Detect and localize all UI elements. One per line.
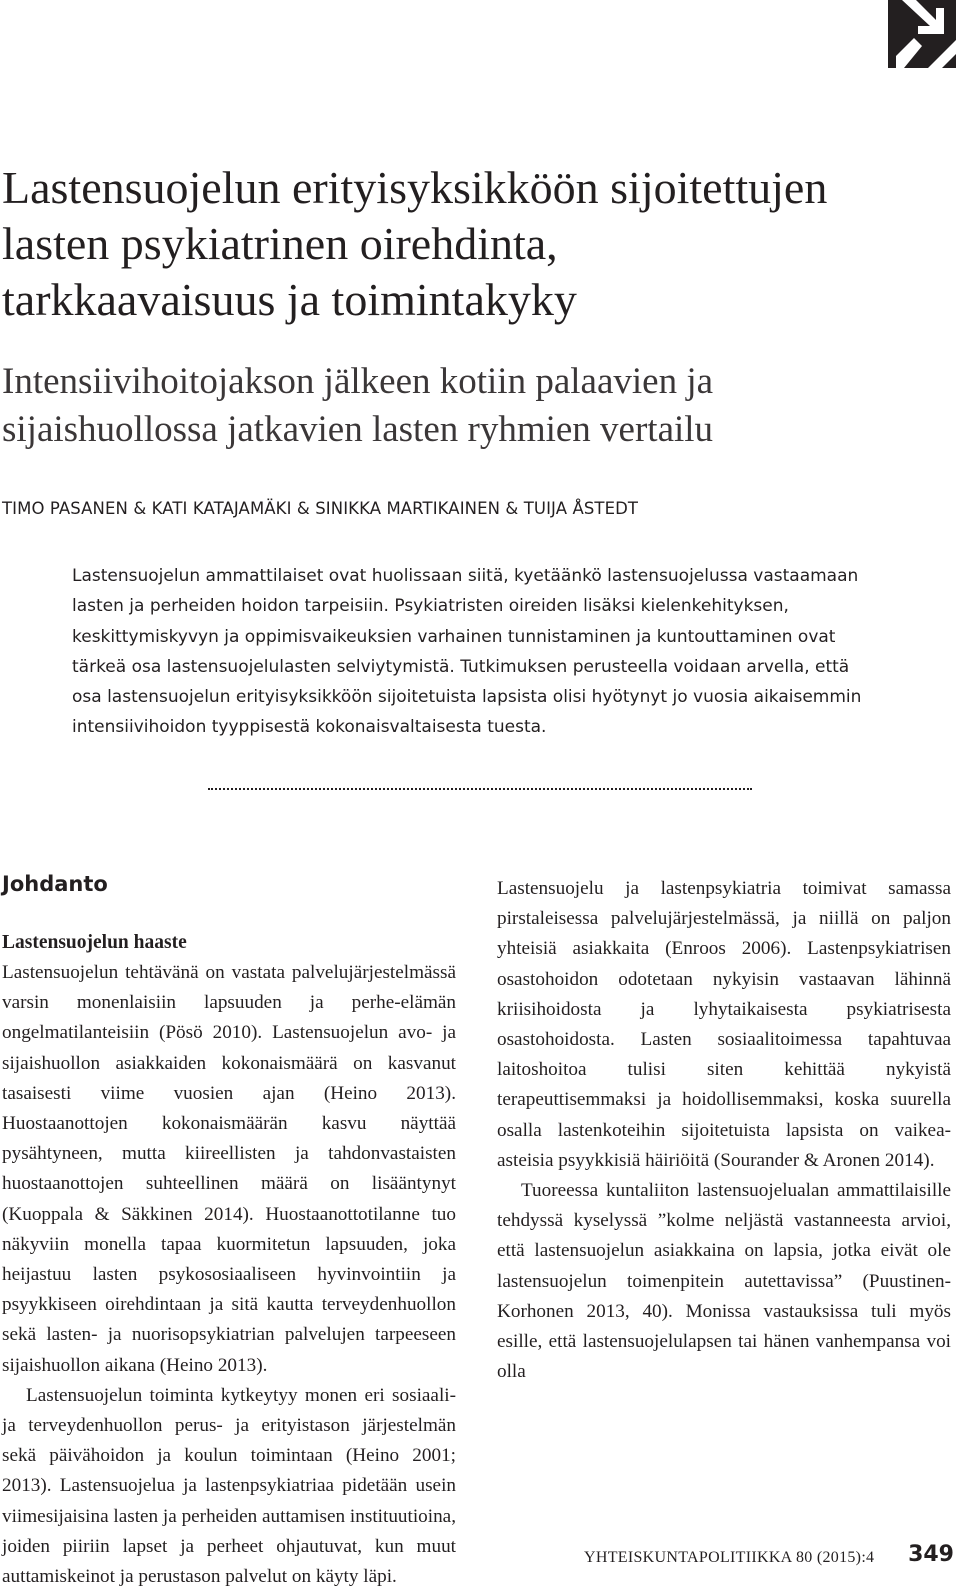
subsection-heading: Lastensuojelun haaste [2,932,187,953]
article-title [2,160,952,328]
page-number: 349 [908,1542,954,1567]
title-line: Lastensuojelun erityisyksikköön sijoitettujen [2,162,828,213]
body-paragraph: Lastensuojelun tehtävänä on vastata palvelujärjestelmässä varsin monenlaisiin lapsuuden ja perhe-elämän ongelmatilanteisiin (Pösö 2010). Lastensuojelun avo- ja sijaishuollon asiakkaiden kokonaismäärä on kasvanut tasaisesti viime vuosien ajan (Heino 2013). Huostaanottojen kokonaismäärän kasvu näyttää pysähtyneen, mutta kiireellisten ja tahdonvastaisten huostaanottojen suhteellinen määrä on lisääntynyt (Kuoppala & Säkkinen 2014). Huostaanottotilanne tuo näkyviin monella tapaa kuormitetun lapsuuden, joka heijastuu lasten psykososiaaliseen hyvinvointiin ja psyykkiseen oirehdintaan ja sitä kautta terveydenhuollon sekä lasten- ja nuorisopsykiatrian palvelujen tarpeeseen sijaishuollon aikana (Heino 2013). [2,962,456,1376]
yp-journal-logo-icon [888,0,956,68]
subtitle-line: sijaishuollossa jatkavien lasten ryhmien vertailu [2,409,714,450]
subtitle-line: Intensiivihoitojakson jälkeen kotiin palaavien ja [2,361,714,402]
journal-citation: YHTEISKUNTAPOLITIIKKA 80 (2015):4 [584,1549,875,1566]
title-line: lasten psykiatrinen oirehdinta, [2,218,558,269]
section-heading: Johdanto [2,872,108,896]
body-paragraph: Tuoreessa kuntaliiton lastensuojelualan ammattilaisille tehdyssä kyselyssä ”kolme neljästä vastanneesta arvioi, että lastensuojelun asiakkaina on lapsia, jotka eivät ole lastensuojelun toimenpitein autettavissa” (Puustinen-Korhonen 2013, 40). Monissa vastauksissa tuli myös esille, että lastensuojelulapsen tai hänen vanhempansa voi olla [497,1180,951,1383]
author-list: TIMO PASANEN & KATI KATAJAMÄKI & SINIKKA MARTIKAINEN & TUIJA ÅSTEDT [2,499,639,518]
page-footer [584,1540,956,1575]
article-subtitle [2,358,952,454]
body-column-left [2,870,456,1592]
title-line: tarkkaavaisuus ja toimintakyky [2,274,577,325]
abstract: Lastensuojelun ammattilaiset ovat huolissaan siitä, kyetäänkö lastensuojelussa vastaamaan lasten ja perheiden hoidon tarpeisiin. Psykiatristen oireiden lisäksi kielenkehityksen, keskittymiskyvyn ja oppimisvaikeuksien varhainen tunnistaminen ja kuntouttaminen ovat tärkeä osa lastensuojelulasten selviytymistä. Tutkimuksen perusteella voidaan arvella, että osa lastensuojelun erityisyksikköön sijoitetuista lapsista olisi hyötynyt jo vuosia aikaisemmin intensiivihoidon tyyppisestä kokonaisvaltaisesta tuesta. [72,566,862,738]
body-paragraph: Lastensuojelun toiminta kytkeytyy monen eri sosiaali- ja terveydenhuollon perus- ja erityistason järjestelmän sekä päivähoidon ja koulun toimintaan (Heino 2001; 2013). Lastensuojelua ja lastenpsykiatriaa pidetään usein viimesijaisina lasten ja perheiden auttamisen instituutioina, joiden piiriin lapset ja perheet ohjautuvat, kun muut auttamiskeinot ja perustason palvelut on käyty läpi. [2,1384,456,1588]
section-divider [208,788,752,790]
body-paragraph: Lastensuojelu ja lastenpsykiatria toimivat samassa pirstaleisessa palvelujärjestelmässä, ja niillä on paljon yhteisiä asiakkaita (Enroos 2006). Lastenpsykiatrisen osastohoidon odotetaan nykyisin vastaavan lähinnä kriisihoidosta ja lyhytaikaisesta psykiatrisesta osastohoidosta. Lasten sosiaalitoimessa tapahtuvaa laitoshoitoa tulisi siten kehittää nykyistä terapeuttisemmaksi ja hoidollisemmaksi, koska suurella osalla lastenkoteihin sijoitetuista lapsista on vaikea-asteisia psyykkisiä häiriöitä (Sourander & Aronen 2014). [497,878,951,1171]
body-column-right [497,874,951,1387]
